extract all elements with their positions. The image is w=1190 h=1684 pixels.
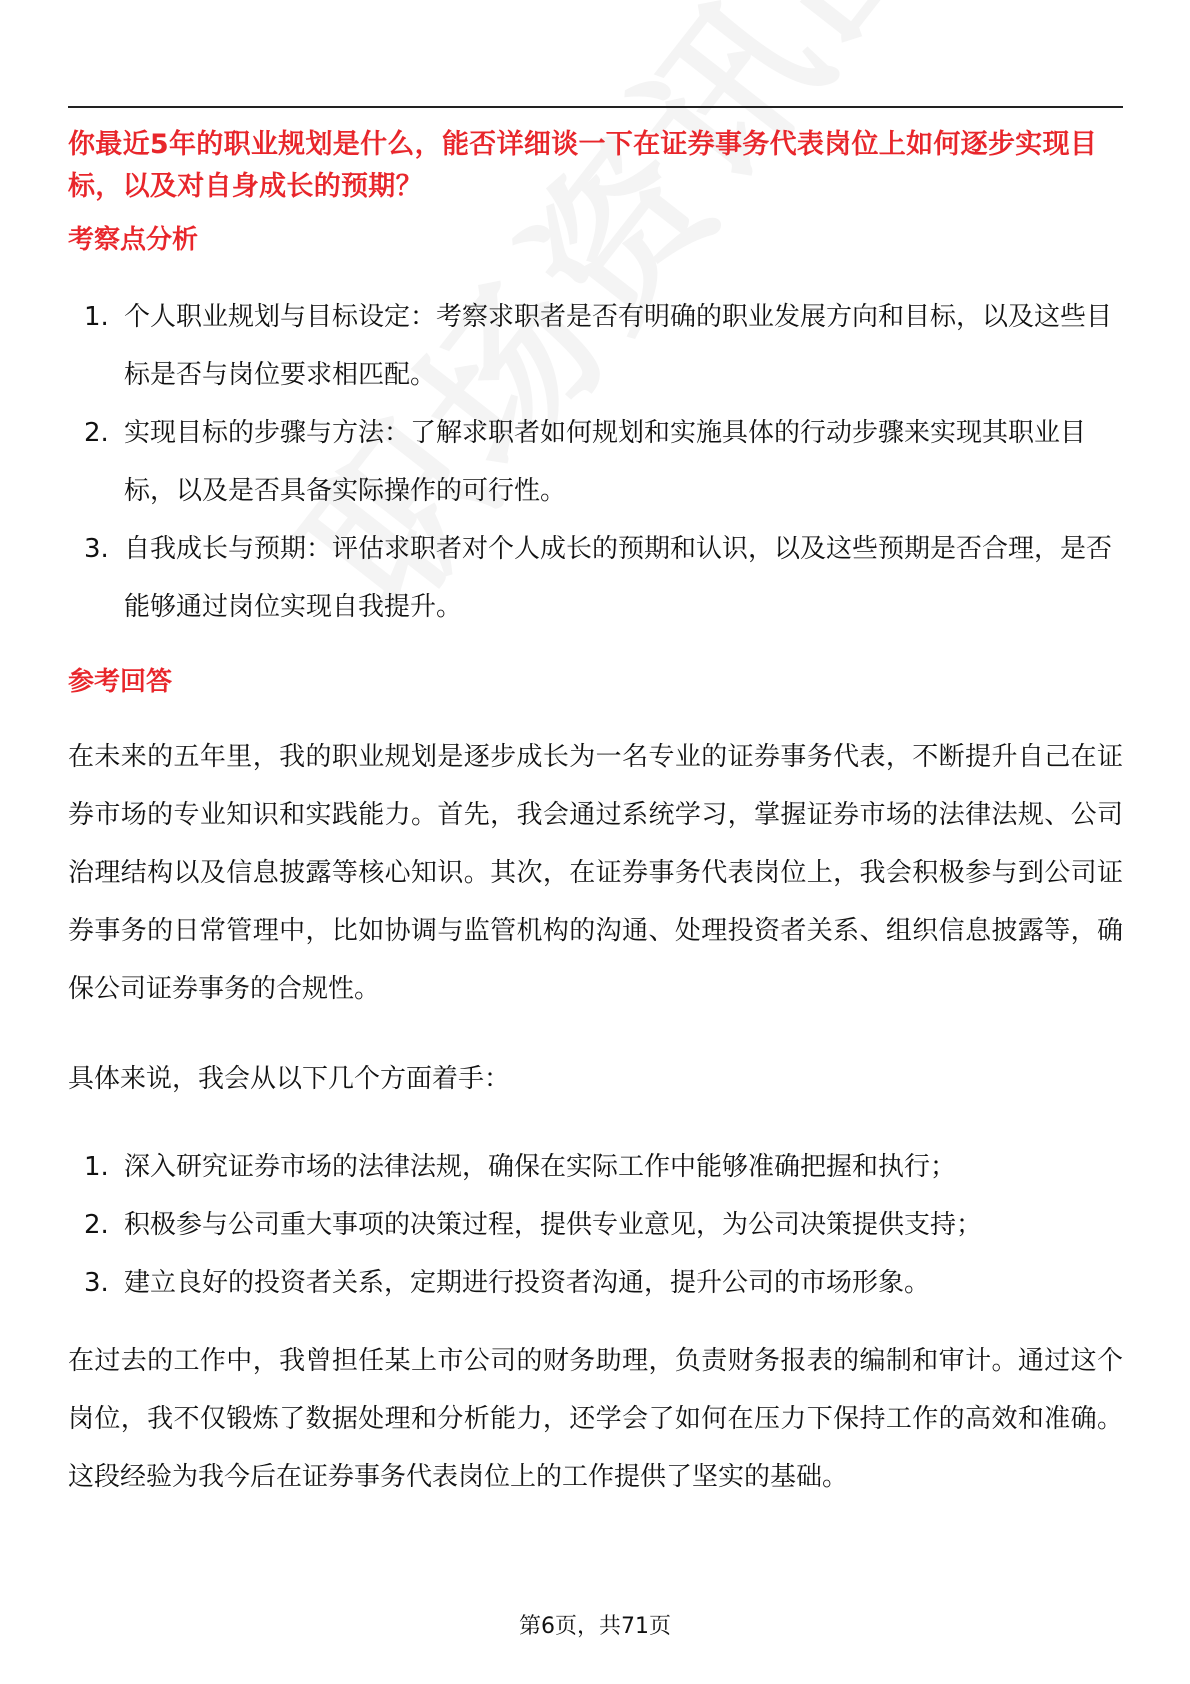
list-item <box>68 1196 1123 1254</box>
list-number: 3. <box>84 534 109 564</box>
page-footer: 第6页，共71页 <box>519 1614 671 1639</box>
analysis-list <box>68 288 1123 636</box>
list-item-text: 深入研究证券市场的法律法规，确保在实际工作中能够准确把握和执行； <box>124 1152 957 1182</box>
list-item-text: 建立良好的投资者关系，定期进行投资者沟通，提升公司的市场形象。 <box>124 1268 931 1298</box>
list-item-text: 积极参与公司重大事项的决策过程，提供专业意见，为公司决策提供支持； <box>124 1210 983 1240</box>
list-number: 1. <box>84 1152 109 1182</box>
list-item <box>68 1138 1123 1196</box>
analysis-heading: 考察点分析 <box>68 225 199 255</box>
steps-list <box>68 1138 1123 1312</box>
answer-paragraph: 在未来的五年里，我的职业规划是逐步成长为一名专业的证券事务代表，不断提升自己在证券市场的专业知识和实践能力。首先，我会通过系统学习，掌握证券市场的法律法规、公司治理结构以及信息披露等核心知识。其次，在证券事务代表岗位上，我会积极参与到公司证券事务的日常管理中，比如协调与监管机构的沟通、处理投资者关系、组织信息披露等，确保公司证券事务的合规性。 <box>68 742 1123 1004</box>
list-item <box>68 404 1123 520</box>
list-number: 2. <box>84 418 109 448</box>
answer-paragraph: 具体来说，我会从以下几个方面着手： <box>68 1064 511 1094</box>
answer-heading: 参考回答 <box>68 667 173 697</box>
list-item-text: 自我成长与预期：评估求职者对个人成长的预期和认识，以及这些预期是否合理，是否能够通过岗位实现自我提升。 <box>124 534 1113 622</box>
answer-paragraph: 在过去的工作中，我曾担任某上市公司的财务助理，负责财务报表的编制和审计。通过这个岗位，我不仅锻炼了数据处理和分析能力，还学会了如何在压力下保持工作的高效和准确。这段经验为我今后在证券事务代表岗位上的工作提供了坚实的基础。 <box>68 1346 1123 1492</box>
list-item <box>68 520 1123 636</box>
list-number: 1. <box>84 302 109 332</box>
list-item <box>68 288 1123 404</box>
list-item-text: 个人职业规划与目标设定：考察求职者是否有明确的职业发展方向和目标，以及这些目标是否与岗位要求相匹配。 <box>124 302 1113 390</box>
top-divider <box>68 106 1123 108</box>
list-item <box>68 1254 1123 1312</box>
list-number: 3. <box>84 1268 109 1298</box>
document-page <box>68 0 1123 1684</box>
question-title: 你最近5年的职业规划是什么，能否详细谈一下在证券事务代表岗位上如何逐步实现目标，以及对自身成长的预期？ <box>68 129 1098 202</box>
list-item-text: 实现目标的步骤与方法：了解求职者如何规划和实施具体的行动步骤来实现其职业目标，以及是否具备实际操作的可行性。 <box>124 418 1087 506</box>
list-number: 2. <box>84 1210 109 1240</box>
